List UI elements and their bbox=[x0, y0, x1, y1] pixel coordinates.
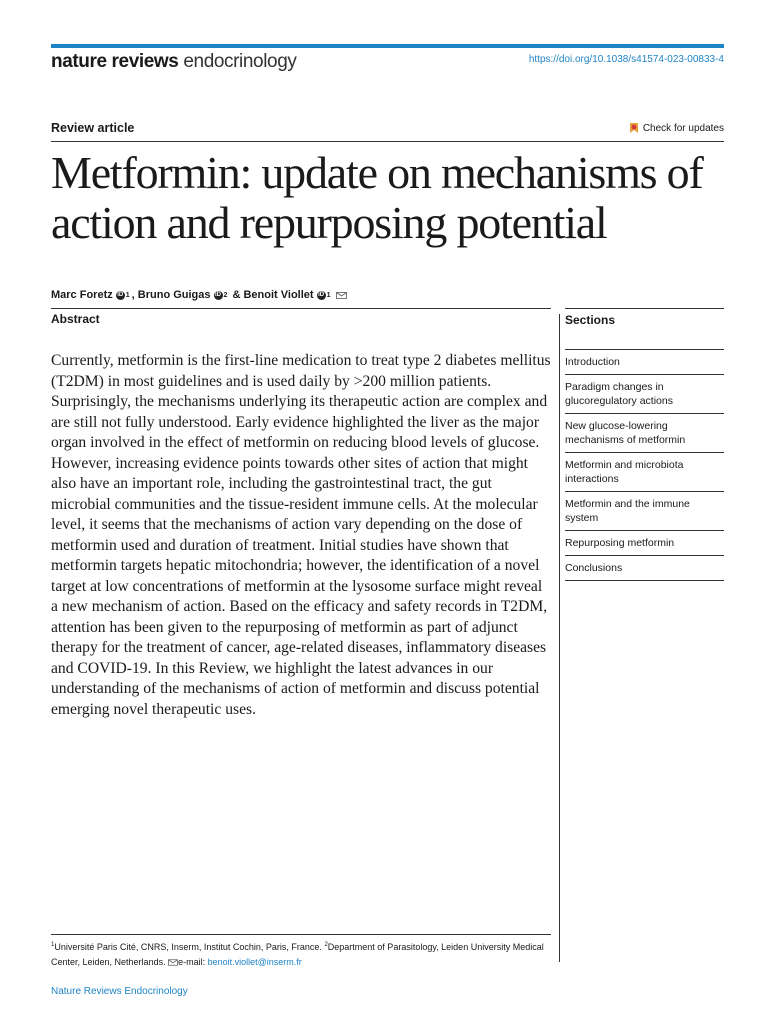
orcid-icon[interactable]: iD bbox=[117, 291, 124, 298]
author-affil-sup: 1 bbox=[326, 291, 331, 299]
section-link-new-mechanisms[interactable]: New glucose-lowering mechanisms of metformin bbox=[565, 413, 724, 452]
author-name[interactable]: Bruno Guigas bbox=[137, 289, 211, 301]
author-separator: & bbox=[229, 289, 244, 301]
affiliations bbox=[51, 938, 551, 969]
orcid-icon[interactable]: iD bbox=[215, 291, 222, 298]
section-link-repurposing[interactable]: Repurposing metformin bbox=[565, 530, 724, 555]
abstract-text: Currently, metformin is the first-line medication to treat type 2 diabetes mellitus (T2DM) in most guidelines and is used daily by >200 million patients. Surprisingly, the mechanisms underlying its therapeutic action are complex and are still not fully understood. Early evidence highlighted the liver as the major organ involved in the effect of metformin on reducing blood levels of glucose. However, increasing evidence points towards other sites of action that might also have an important role, including the gastrointestinal tract, the gut microbial communities and the tissue-resident immune cells. At the molecular level, it seems that the mechanisms of action vary depending on the dose of metformin used and duration of treatment. Initial studies have shown that metformin targets hepatic mitochondria; however, the identification of a novel target at low concentrations of metformin at the lysosome surface might reveal a new mechanism of action. Based on the efficacy and safety records in T2DM, attention has been given to the repurposing of metformin as part of adjunct therapy for the treatment of cancer, age-related diseases, inflammatory diseases and COVID-19. In this Review, we highlight the latest advances in our understanding of the mechanisms of action of metformin and discuss potential emerging novel therapeutic uses. bbox=[51, 352, 551, 718]
sections-nav bbox=[565, 349, 724, 581]
sections-heading: Sections bbox=[565, 313, 616, 327]
author-name[interactable]: Benoit Viollet bbox=[243, 289, 314, 301]
journal-name-bold: nature reviews bbox=[51, 51, 179, 72]
section-link-immune-system[interactable]: Metformin and the immune system bbox=[565, 491, 724, 530]
doi-link[interactable]: https://doi.org/10.1038/s41574-023-00833-4 bbox=[528, 54, 724, 65]
affiliations-divider bbox=[51, 934, 551, 935]
author-list bbox=[51, 289, 347, 301]
sections-divider bbox=[565, 308, 724, 309]
section-link-paradigm-changes[interactable]: Paradigm changes in glucoregulatory actions bbox=[565, 374, 724, 413]
author-name[interactable]: Marc Foretz bbox=[51, 289, 113, 301]
header-divider bbox=[51, 141, 724, 142]
section-link-conclusions[interactable]: Conclusions bbox=[565, 555, 724, 581]
abstract-divider bbox=[51, 308, 551, 309]
abstract-heading: Abstract bbox=[51, 312, 100, 326]
check-updates-icon bbox=[628, 122, 640, 134]
author-separator: , bbox=[131, 289, 138, 301]
affil-text: Department of Parasitology, Leiden University Medical Center, Leiden, Netherlands. bbox=[51, 942, 544, 967]
mail-icon bbox=[168, 959, 178, 966]
article-type-label: Review article bbox=[51, 121, 135, 135]
email-link[interactable]: benoit.viollet@inserm.fr bbox=[207, 956, 302, 967]
column-divider bbox=[559, 314, 560, 962]
header-accent-bar bbox=[51, 44, 724, 48]
affil-sup: 1 bbox=[51, 942, 55, 948]
email-label: e-mail: bbox=[178, 956, 208, 967]
section-link-introduction[interactable]: Introduction bbox=[565, 349, 724, 374]
affil-sup: 2 bbox=[324, 942, 328, 948]
journal-name-light: endocrinology bbox=[183, 51, 297, 72]
author-affil-sup: 2 bbox=[223, 291, 228, 299]
check-updates-label: Check for updates bbox=[642, 122, 724, 134]
mail-icon[interactable] bbox=[336, 292, 347, 299]
section-link-microbiota[interactable]: Metformin and microbiota interactions bbox=[565, 452, 724, 491]
article-title: Metformin: update on mechanisms of action and repurposing potential bbox=[51, 147, 703, 248]
check-updates-button[interactable] bbox=[628, 122, 724, 134]
journal-logo[interactable] bbox=[51, 51, 296, 73]
affil-text: Université Paris Cité, CNRS, Inserm, Institut Cochin, Paris, France. bbox=[54, 942, 325, 952]
orcid-icon[interactable]: iD bbox=[318, 291, 325, 298]
author-affil-sup: 1 bbox=[125, 291, 130, 299]
footer-journal-name[interactable]: Nature Reviews Endocrinology bbox=[51, 986, 188, 997]
